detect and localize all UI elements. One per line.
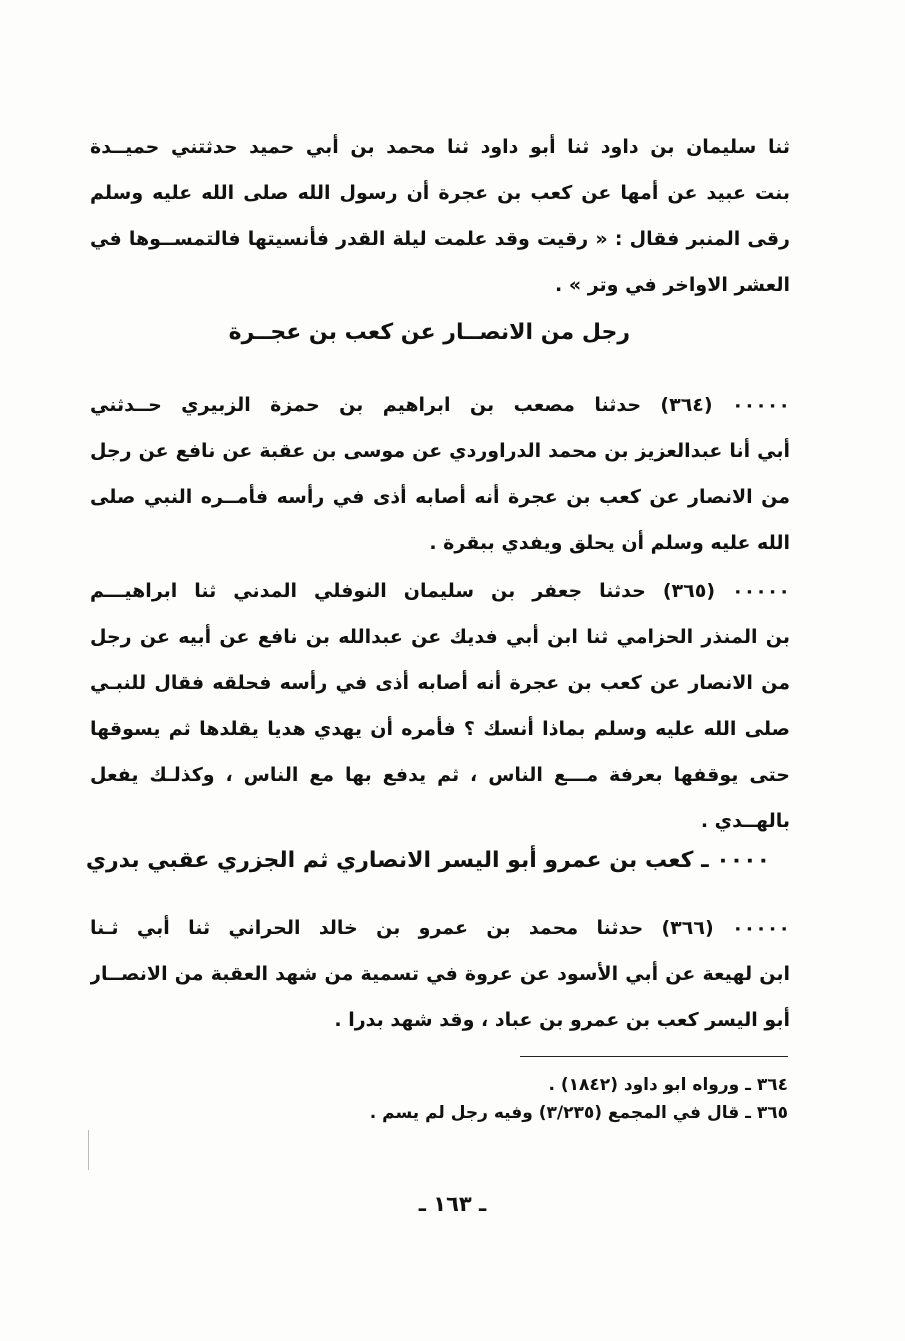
text-line: أبي أنا عبدالعزيز بن محمد الدراوردي عن موسى بن عقبة عن نافع عن رجل xyxy=(90,440,790,462)
hadith-365 xyxy=(90,568,790,844)
footnote-365: ٣٦٥ ـ قال في المجمع (٣/٢٣٥) وفيه رجل لم يسم . xyxy=(369,1103,788,1123)
hadith-364 xyxy=(90,382,790,566)
text-line: ٠٠٠٠٠ (٣٦٦) حدثنا محمد بن عمرو بن خالد الحراني ثنا أبي ثـنا xyxy=(90,917,790,939)
text-line: ٠٠٠٠٠ (٣٦٥) حدثنا جعفر بن سليمان النوفلي المدني ثنا ابراهيـــم xyxy=(90,580,790,602)
text-line: حتى يوقفها بعرفة مـــع الناس ، ثم يدفع بها مع الناس ، وكذلـك يفعل xyxy=(90,764,790,786)
text-line: أبو اليسر كعب بن عمرو بن عباد ، وقد شهد بدرا . xyxy=(334,1009,790,1031)
text-line: ثنا سليمان بن داود ثنا أبو داود ثنا محمد بن أبي حميد حدثتني حميــدة xyxy=(90,136,790,158)
text-line: الله عليه وسلم أن يحلق ويفدي ببقرة . xyxy=(429,532,790,554)
hadith-366 xyxy=(90,905,790,1043)
text-line: بنت عبيد عن أمها عن كعب بن عجرة أن رسول الله صلى الله عليه وسلم xyxy=(90,182,790,204)
text-line: ابن لهيعة عن أبي الأسود عن عروة في تسمية من شهد العقبة من الانصــار xyxy=(90,963,790,985)
text-line: رقى المنبر فقال : « رقيت وقد علمت ليلة القدر فأنسيتها فالتمســوها في xyxy=(90,228,790,250)
text-line: من الانصار عن كعب بن عجرة أنه أصابه أذى في رأسه فأمــره النبي صلى xyxy=(90,486,790,508)
text-line: بالهــدي . xyxy=(700,810,790,832)
footnote-separator xyxy=(520,1056,788,1057)
margin-mark xyxy=(88,1130,89,1170)
text-line: العشر الاواخر في وتر » . xyxy=(554,274,790,296)
text-line: صلى الله عليه وسلم بماذا أنسك ؟ فأمره أن يهدي هديا يقلدها ثم يسوقها xyxy=(90,718,790,740)
section-heading-1: رجل من الانصــار عن كعب بن عجــرة xyxy=(228,320,630,345)
paragraph-1 xyxy=(90,124,790,308)
text-line: من الانصار عن كعب بن عجرة أنه أصابه أذى في رأسه فحلقه فقال للنبـي xyxy=(90,672,790,694)
footnote-364: ٣٦٤ ـ ورواه ابو داود (١٨٤٢) . xyxy=(548,1075,788,1095)
section-heading-2: ٠٠٠٠ ـ كعب بن عمرو أبو اليسر الانصاري ثم الجزري عقبي بدري xyxy=(85,848,770,873)
text-line: بن المنذر الحزامي ثنا ابن أبي فديك عن عبدالله بن نافع عن أبيه عن رجل xyxy=(90,626,790,648)
text-line: ٠٠٠٠٠ (٣٦٤) حدثنا مصعب بن ابراهيم بن حمزة الزبيري حــدثني xyxy=(90,394,790,416)
page-number: ـ ١٦٣ ـ xyxy=(418,1192,487,1216)
